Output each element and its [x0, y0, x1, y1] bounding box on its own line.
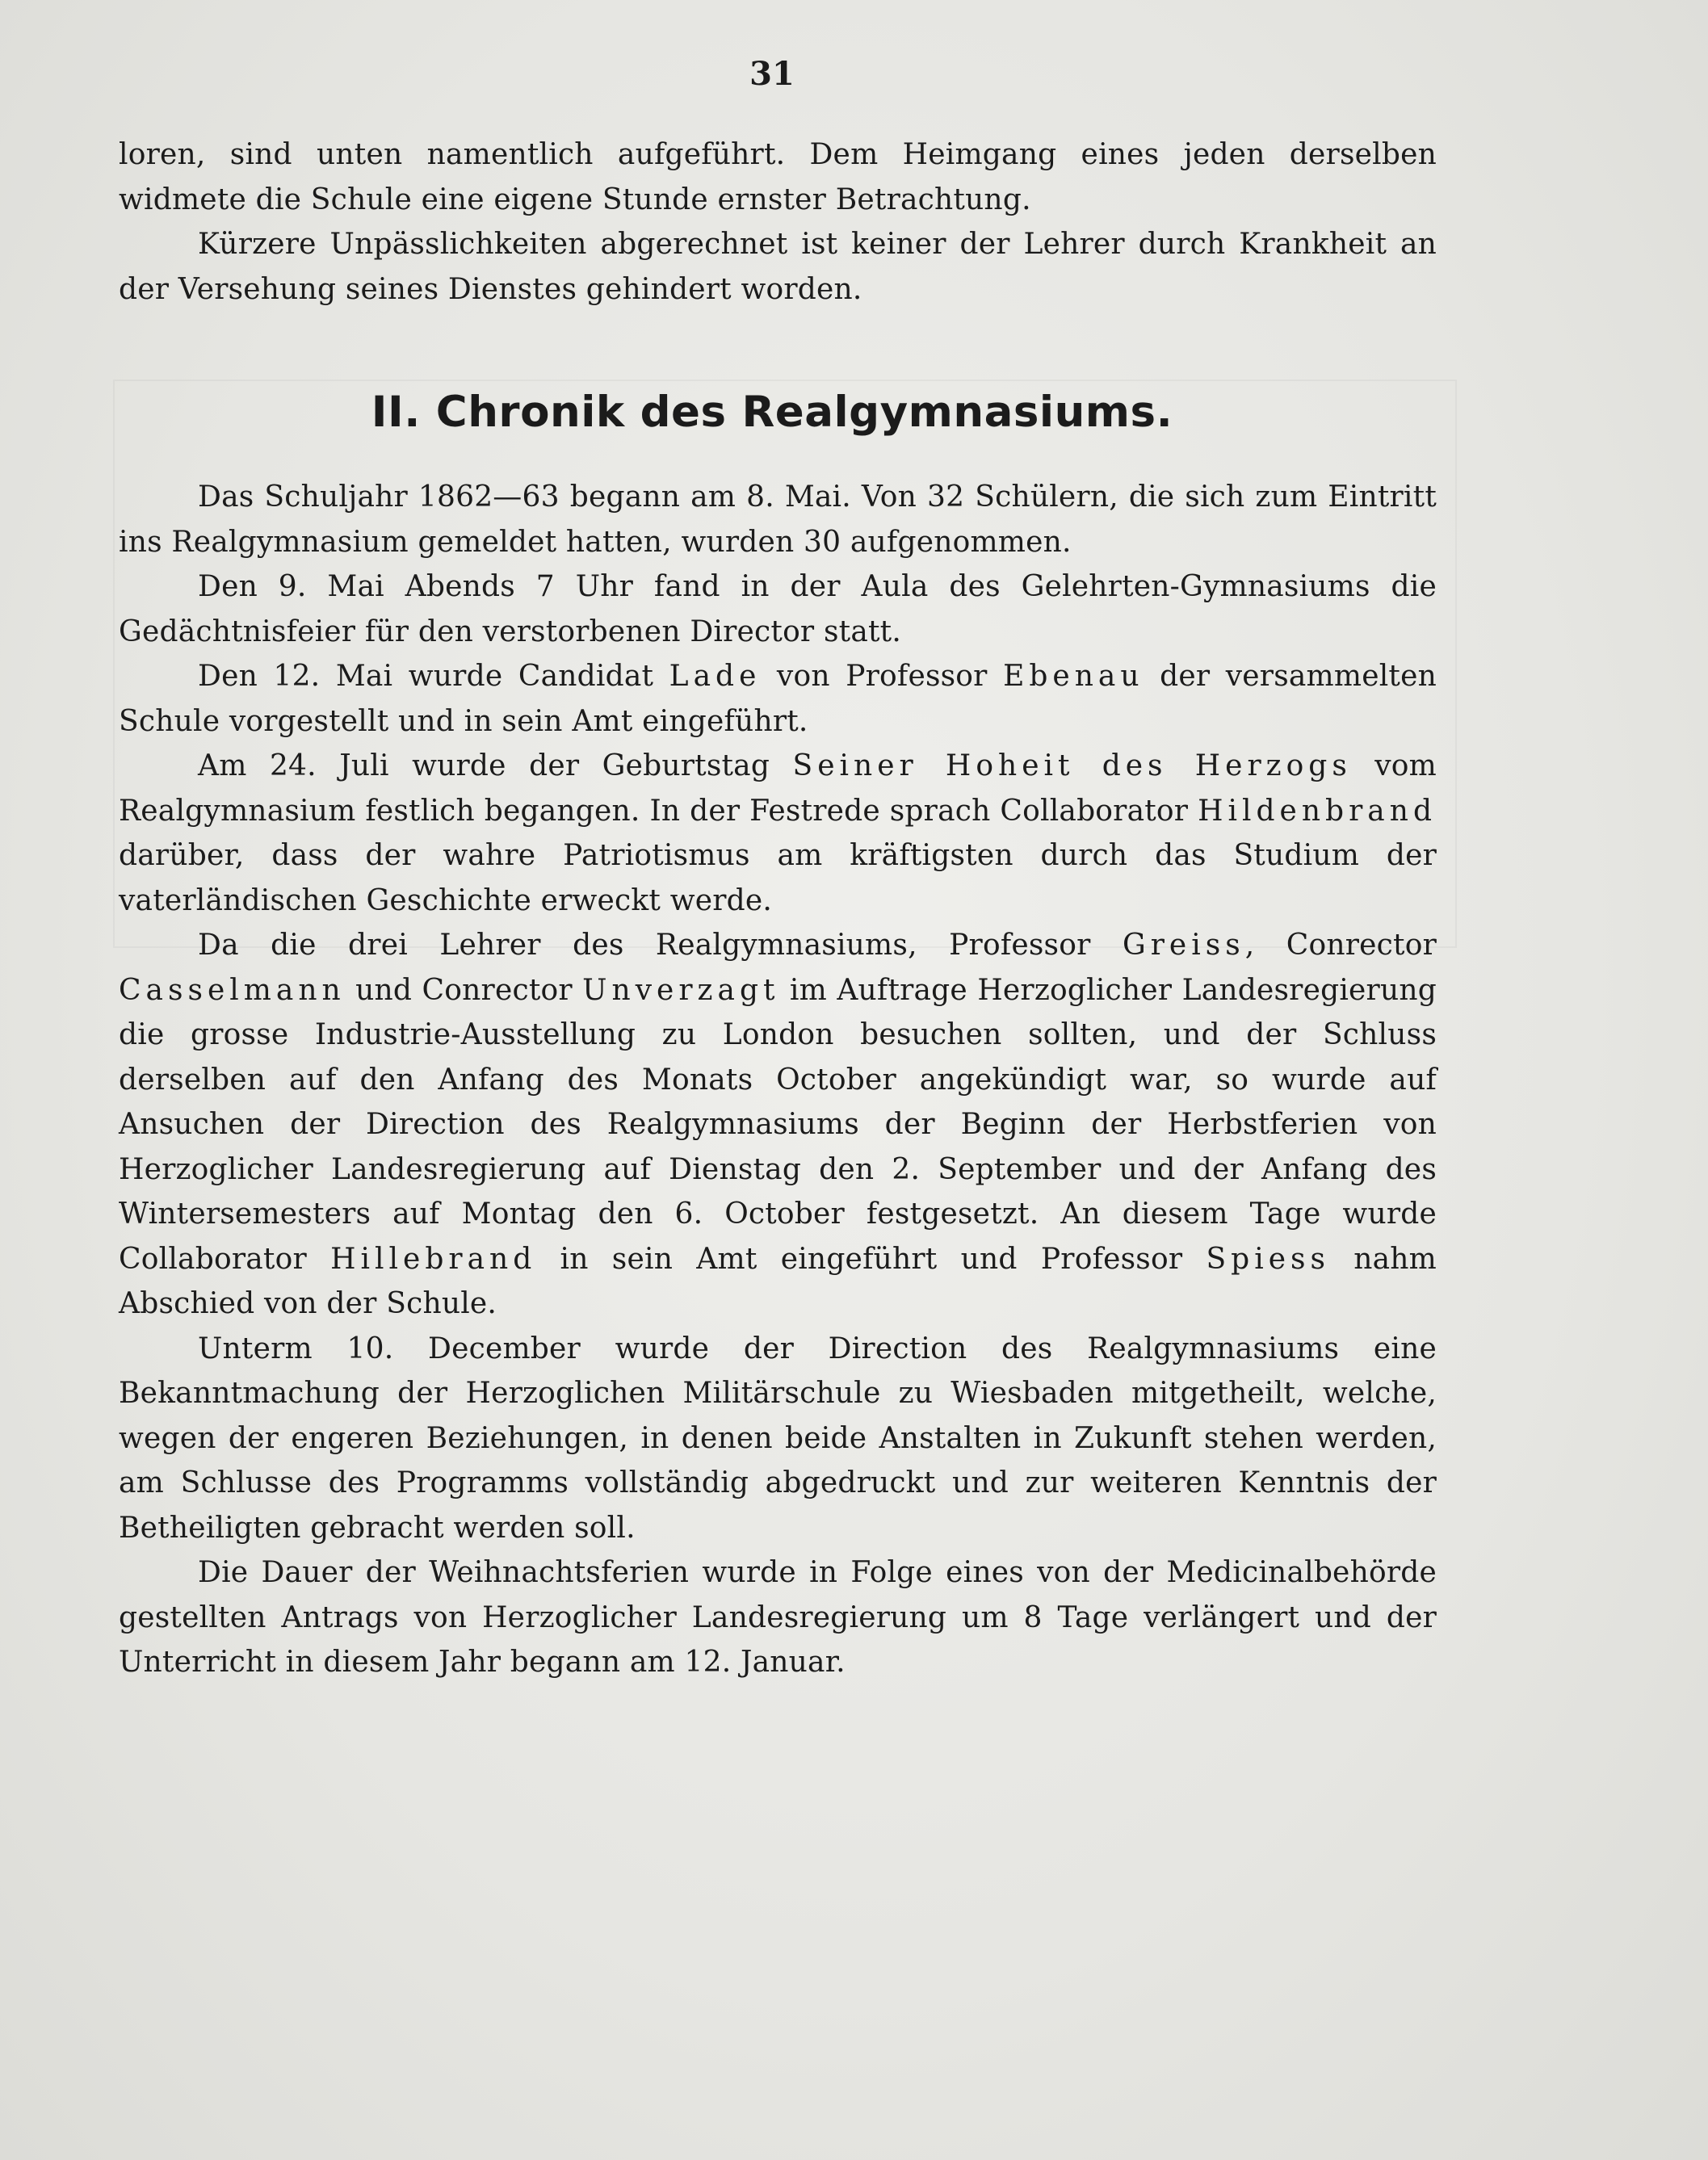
- name-hildenbrand: Hildenbrand: [1198, 794, 1437, 828]
- paragraph-school-year: Das Schuljahr 1862—63 begann am 8. Mai. Von 32 Schülern, die sich zum Eintritt ins Realgymnasium gemeldet hatten, wurden 30 aufgenommen.: [119, 480, 1437, 559]
- name-unverzagt: Unverzagt: [582, 973, 780, 1007]
- paragraph-military-school: Unterm 10. December wurde der Direction des Realgymnasiums eine Bekanntmachung der Herzoglichen Militärschule zu Wiesbaden mitgetheilt, welche, wegen der engeren Beziehungen, in denen beide Anstalten in Zukunft stehen werden, am Schlusse des Programms vollständig abgedruckt und zur weiteren Kenntnis der Betheiligten gebracht werden soll.: [119, 1332, 1437, 1545]
- paragraph-christmas: Die Dauer der Weihnachtsferien wurde in Folge eines von der Medicinalbehörde gestellten Antrags von Herzoglicher Landesregierung um 8 Tage verlängert und der Unterricht in diesem Jahr begann am 12. Januar.: [119, 1556, 1437, 1679]
- paragraph-memorial: Den 9. Mai Abends 7 Uhr fand in der Aula des Gelehrten-Gymnasiums die Gedächtnisfeier für den verstorbenen Director statt.: [119, 570, 1437, 648]
- title-duke: Seiner Hoheit des Herzogs: [792, 749, 1352, 782]
- name-casselmann: Casselmann: [119, 973, 346, 1007]
- name-lade: Lade: [669, 660, 762, 693]
- paragraph-birthday: Am 24. Juli wurde der Geburtstag Seiner Hoheit des Herzogs vom Realgymnasium festlich begangen. In der Festrede sprach Collaborator Hildenbrand darüber, dass der wahre Patriotismus am kräftigsten durch das Studium der vaterländischen Geschichte erweckt werde.: [119, 749, 1437, 917]
- chronicle-body: [119, 475, 1437, 1685]
- page-number: 31: [749, 55, 795, 93]
- paragraph-lade: Den 12. Mai wurde Candidat Lade von Professor Ebenau der versammelten Schule vorgestellt und in sein Amt eingeführt.: [119, 660, 1437, 738]
- name-greiss: Greiss: [1122, 929, 1245, 962]
- top-paragraphs: [119, 132, 1437, 312]
- paragraph-exhibition: Da die drei Lehrer des Realgymnasiums, Professor Greiss, Conrector Casselmann und Conrector Unverzagt im Auftrage Herzoglicher Landesregierung die grosse Industrie-Ausstellung zu London besuchen sollten, und der Schluss derselben auf den Anfang des Monats October angekündigt war, so wurde auf Ansuchen der Direction des Realgymnasiums der Beginn der Herbstferien von Herzoglicher Landesregierung auf Dienstag den 2. September und der Anfang des Wintersemesters auf Montag den 6. October festgesetzt. An diesem Tage wurde Collaborator Hillebrand in sein Amt eingeführt und Professor Spiess nahm Abschied von der Schule.: [119, 929, 1437, 1320]
- paragraph-continuation: loren, sind unten namentlich aufgeführt. Dem Heimgang eines jeden derselben widmete die Schule eine eigene Stunde ernster Betrachtung.: [119, 138, 1437, 216]
- name-ebenau: Ebenau: [1003, 660, 1144, 693]
- name-spiess: Spiess: [1206, 1242, 1330, 1276]
- name-hillebrand: Hillebrand: [330, 1242, 537, 1276]
- section-heading: II. Chronik des Realgymnasiums.: [371, 388, 1173, 437]
- paragraph-illness: Kürzere Unpässlichkeiten abgerechnet ist keiner der Lehrer durch Krankheit an der Versehung seines Dienstes gehindert worden.: [119, 228, 1437, 306]
